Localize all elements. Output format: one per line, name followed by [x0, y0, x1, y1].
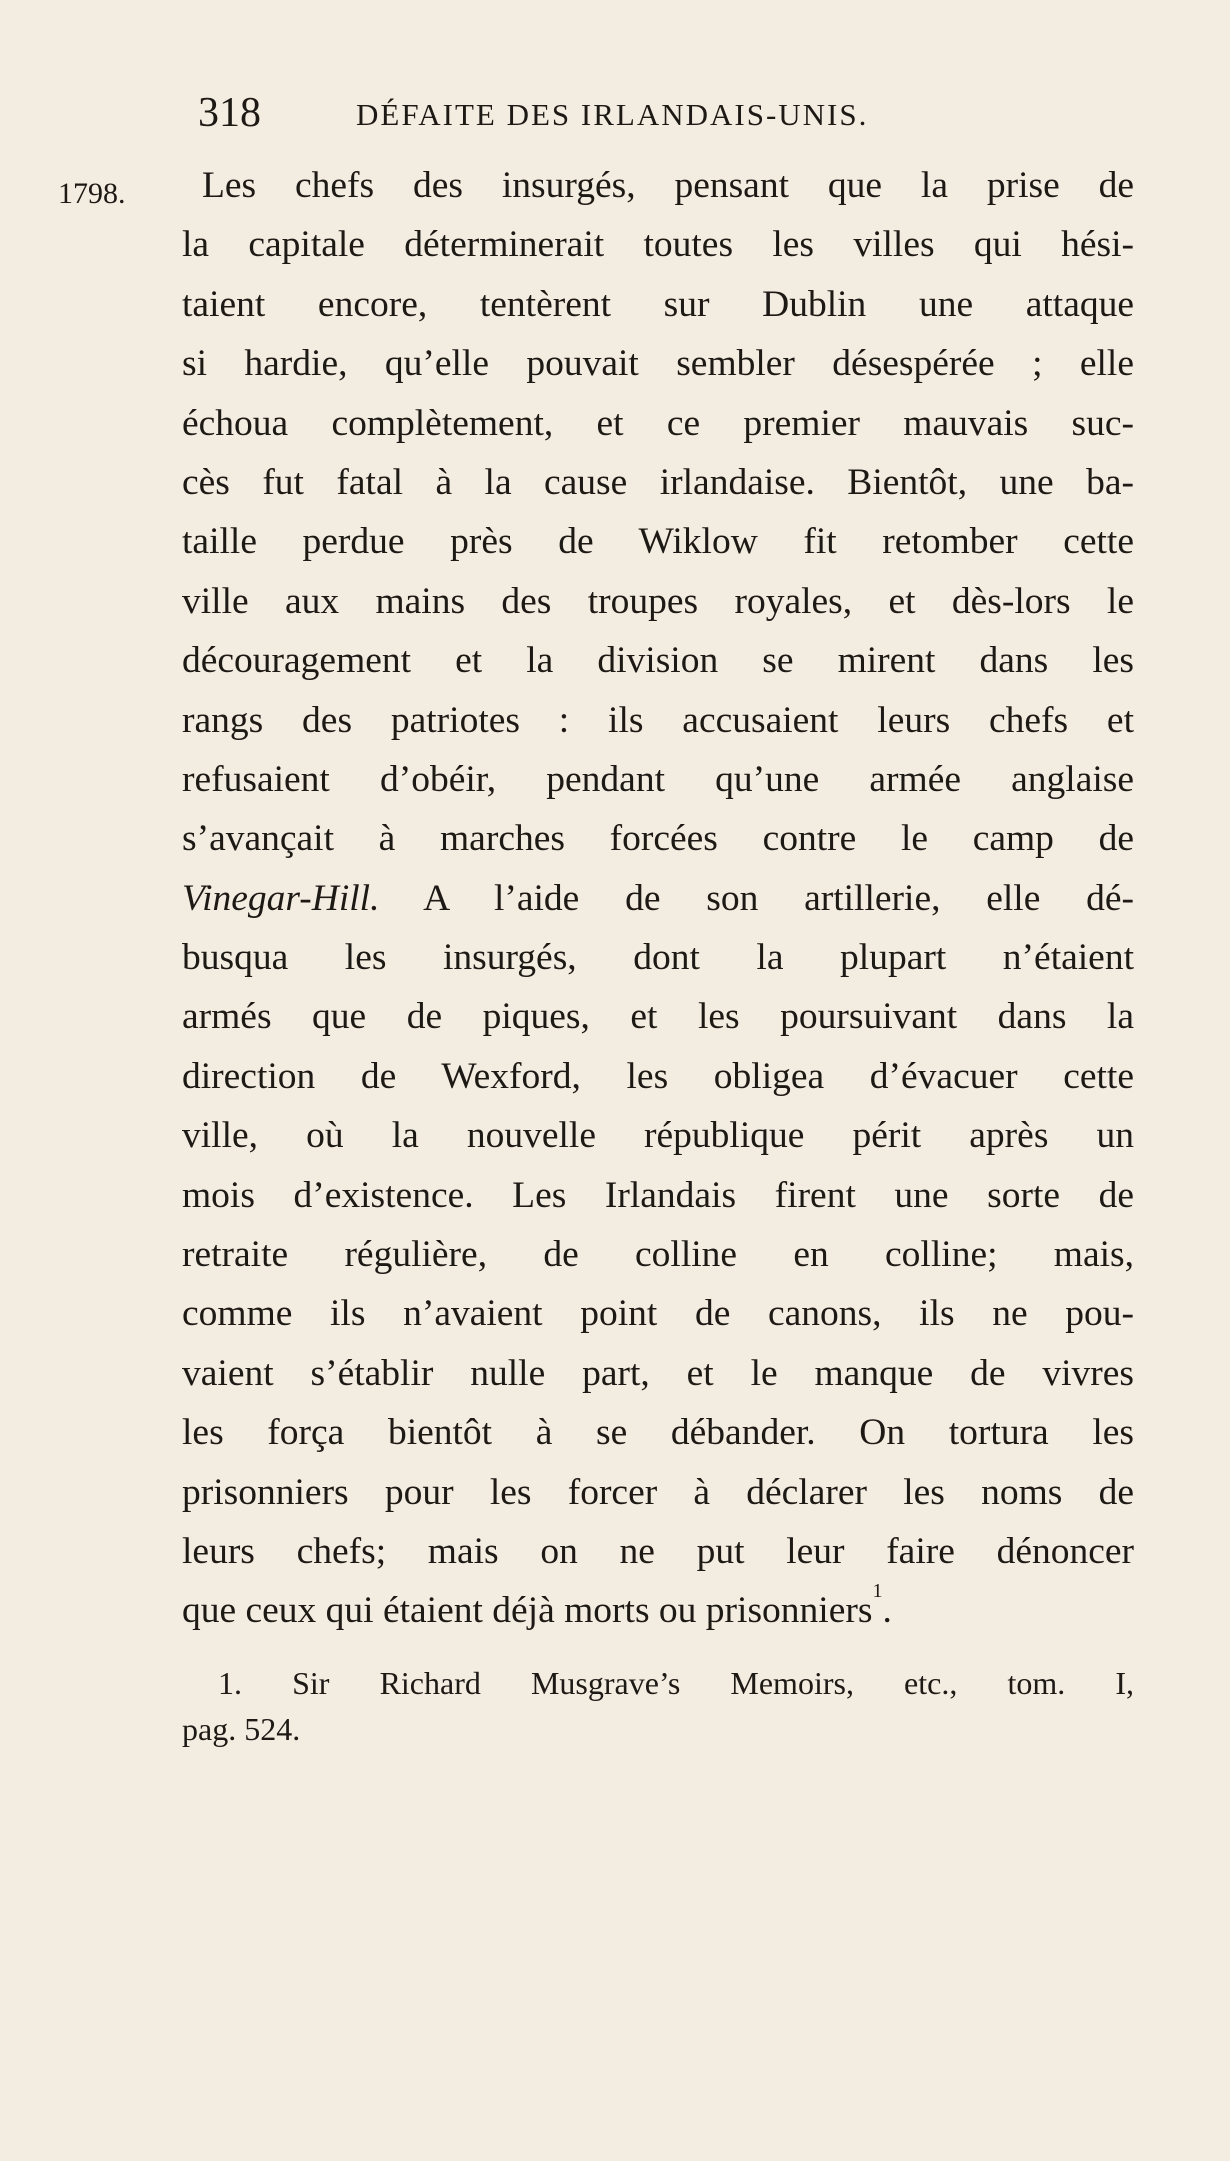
text-line: vaient s’établir nulle part, et le manque de vivres [182, 1352, 1134, 1394]
text-line: Les chefs des insurgés, pensant que la prise de [202, 165, 1134, 206]
text-line [182, 869, 1134, 928]
text-line: rangs des patriotes : ils accusaient leurs chefs et [182, 699, 1134, 741]
text-line: s’avançait à marches forcées contre le camp de [182, 818, 1134, 860]
text-line: busqua les insurgés, dont la plupart n’étaient [182, 937, 1134, 979]
text-line: ville aux mains des troupes royales, et dès-lors le [182, 580, 1134, 622]
text-line: mois d’existence. Les Irlandais firent une sorte de [182, 1174, 1134, 1216]
text-line: direction de Wexford, les obligea d’évacuer cette [182, 1055, 1134, 1097]
text-line: les força bientôt à se débander. On tortura les [182, 1412, 1134, 1454]
text-line: leurs chefs; mais on ne put leur faire dénoncer [182, 1530, 1134, 1572]
text-line: la capitale déterminerait toutes les villes qui hési- [182, 224, 1134, 266]
page-number: 318 [198, 90, 261, 136]
margin-year: 1798. [58, 177, 126, 210]
text-line: comme ils n’avaient point de canons, ils ne pou- [182, 1293, 1134, 1335]
text-line: refusaient d’obéir, pendant qu’une armée anglaise [182, 758, 1134, 800]
text-line: ville, où la nouvelle république périt après un [182, 1115, 1134, 1157]
italic-place-name: Vinegar-Hill. [182, 877, 380, 919]
text-line: retraite régulière, de colline en colline; mais, [182, 1234, 1134, 1276]
text-segment: que ceux qui étaient déjà morts ou prisonniers [182, 1590, 873, 1632]
text-line: cès fut fatal à la cause irlandaise. Bientôt, une ba- [182, 461, 1134, 503]
footnote-line: 1. Sir Richard Musgrave’s Memoirs, etc., tom. I, [218, 1665, 1134, 1701]
footnote-line: pag. 524. [182, 1711, 301, 1747]
text-line: armés que de piques, et les poursuivant dans la [182, 996, 1134, 1038]
text-line: échoua complètement, et ce premier mauvais suc- [182, 402, 1134, 444]
text-line: découragement et la division se mirent dans les [182, 640, 1134, 682]
text-segment: A l’aide de son artillerie, elle dé- [379, 877, 1134, 919]
text-line: prisonniers pour les forcer à déclarer les noms de [182, 1471, 1134, 1513]
text-segment: . [882, 1590, 892, 1632]
text-line: taient encore, tentèrent sur Dublin une attaque [182, 283, 1134, 325]
page-header [198, 88, 998, 138]
running-title: DÉFAITE DES IRLANDAIS-UNIS. [356, 97, 869, 132]
footnote [182, 1660, 1134, 1752]
text-line: taille perdue près de Wiklow fit retomber cette [182, 521, 1134, 563]
text-line [182, 1581, 1134, 1640]
body-text [182, 156, 1134, 1641]
footnote-reference: 1 [872, 1581, 883, 1603]
text-line: si hardie, qu’elle pouvait sembler désespérée ; elle [182, 343, 1134, 385]
